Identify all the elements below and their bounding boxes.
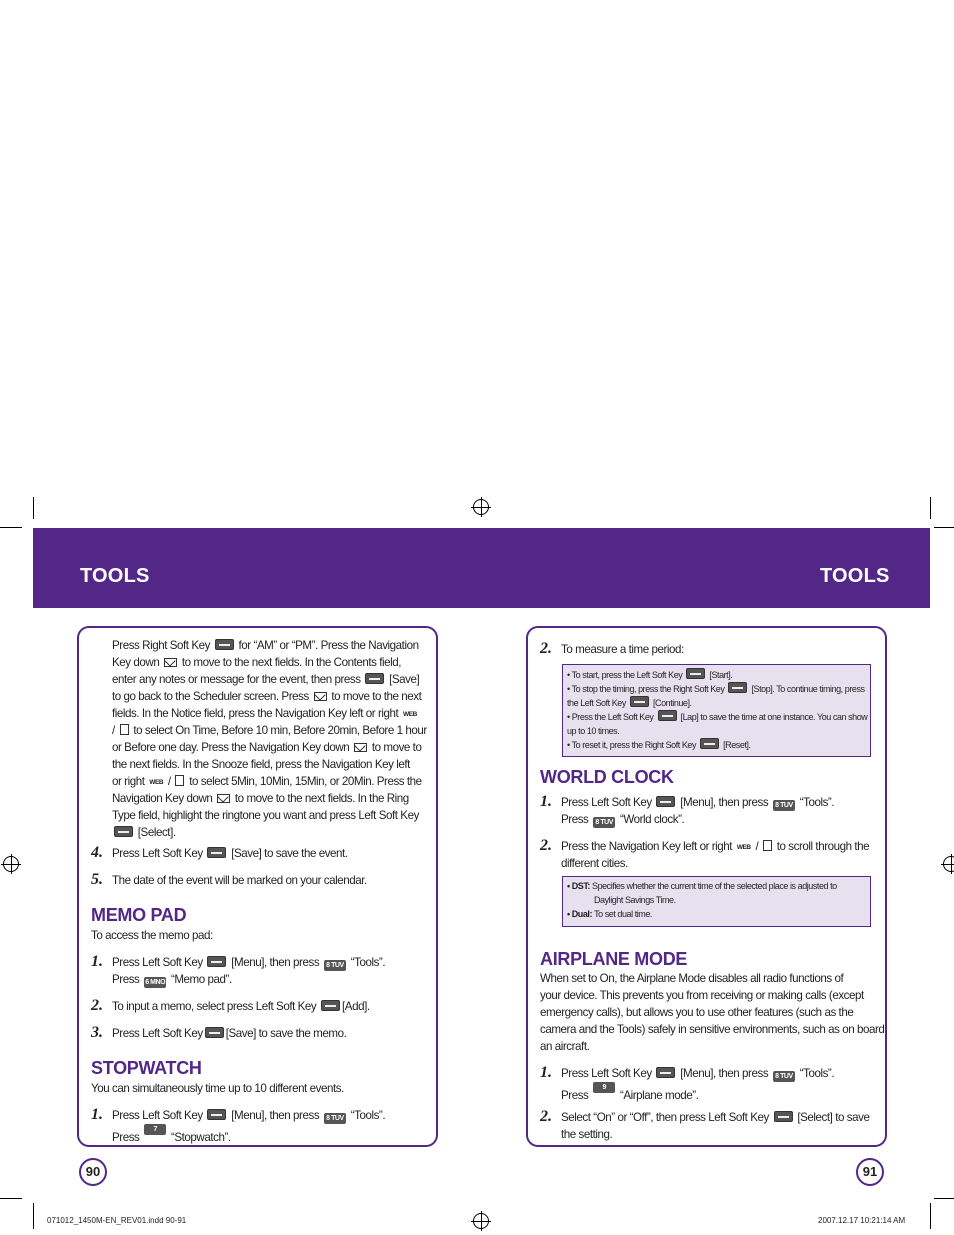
number-key-icon: 8 TUV xyxy=(593,817,615,828)
note-line: • To stop the timing, press the Right Soft Key [Stop]. To continue timing, press xyxy=(567,684,865,694)
note-label: • Dual: xyxy=(567,909,595,919)
step-number: 1. xyxy=(540,793,552,810)
soft-key-icon xyxy=(686,668,705,679)
step-number: 2. xyxy=(540,1108,552,1125)
soft-key-icon xyxy=(700,738,719,749)
step-text: Press Left Soft Key [Menu], then press 8 TUV “Tools”. xyxy=(112,956,386,969)
soft-key-icon xyxy=(656,796,675,807)
timestamp-slug: 2007.12.17 10:21:14 AM xyxy=(818,1216,906,1225)
step-text: Press 8 TUV “World clock”. xyxy=(561,813,685,826)
step-number: 3. xyxy=(91,1024,103,1041)
step-number: 1. xyxy=(540,1064,552,1081)
page-number-right: 91 xyxy=(856,1158,884,1186)
continuation-line: / to select On Time, Before 10 min, Before 20min, Before 1 hour xyxy=(112,724,427,737)
registration-mark-icon xyxy=(3,856,19,872)
continuation-line: Key down to move to the next fields. In the Contents field, xyxy=(112,656,402,669)
calendar-key-icon xyxy=(120,724,129,735)
registration-mark-icon xyxy=(473,1213,489,1229)
nav-down-envelope-icon xyxy=(314,692,327,701)
soft-key-icon xyxy=(656,1067,675,1078)
memo-pad-intro: To access the memo pad: xyxy=(91,929,213,942)
nav-down-envelope-icon xyxy=(164,658,177,667)
registration-mark-icon xyxy=(943,856,954,872)
continuation-line: enter any notes or message for the event, then press [Save] xyxy=(112,673,420,686)
web-key-icon: WEB xyxy=(403,711,417,718)
note-line: • Press the Left Soft Key [Lap] to save the time at one instance. You can show xyxy=(567,712,868,722)
crop-mark xyxy=(0,527,22,528)
continuation-line: to go back to the Scheduler screen. Press to move to the next xyxy=(112,690,422,703)
number-key-icon: 6 MNO xyxy=(145,979,166,986)
step-text: Press 6 MNO “Memo pad”. xyxy=(112,973,232,986)
memo-pad-heading: MEMO PAD xyxy=(91,905,187,925)
soft-key-icon xyxy=(321,1000,340,1011)
step-text: Press the Navigation Key left or right WEB / to scroll through the xyxy=(561,838,869,856)
number-key-icon: 8 TUV xyxy=(773,800,795,811)
step-text: Press Left Soft Key [Save] to save the memo. xyxy=(112,1027,347,1040)
number-key-icon: 7 PQRS xyxy=(146,1126,165,1144)
world-clock-heading: WORLD CLOCK xyxy=(540,767,674,787)
note-line: • DST: Specifies whether the current time of the selected place is adjusted to xyxy=(567,881,837,891)
continuation-line: the next fields. In the Snooze field, press the Navigation Key left xyxy=(112,758,410,771)
crop-mark xyxy=(934,527,954,528)
crop-mark xyxy=(930,497,931,519)
soft-key-icon xyxy=(658,710,677,721)
step-number: 1. xyxy=(91,953,103,970)
registration-mark-icon xyxy=(473,499,489,515)
step-text: The date of the event will be marked on your calendar. xyxy=(112,874,367,887)
number-key-icon: 8 TUV xyxy=(324,960,346,971)
right-page-title: TOOLS xyxy=(820,565,890,587)
step-text: Press Left Soft Key [Menu], then press 8 TUV “Tools”. xyxy=(561,796,835,809)
step-number: 2. xyxy=(540,640,552,657)
step-number: 2. xyxy=(91,997,103,1014)
nav-down-envelope-icon xyxy=(217,794,230,803)
step-number: 1. xyxy=(91,1106,103,1123)
step-number: 4. xyxy=(91,844,103,861)
number-key-icon: 8 TUV xyxy=(324,1113,346,1124)
stopwatch-intro: You can simultaneously time up to 10 different events. xyxy=(91,1082,344,1095)
soft-key-icon xyxy=(774,1111,793,1122)
step-number: 2. xyxy=(540,837,552,854)
crop-mark xyxy=(930,1203,931,1229)
note-line: • To reset it, press the Right Soft Key [Reset]. xyxy=(567,740,751,750)
soft-key-icon xyxy=(207,847,226,858)
note-line: Daylight Savings Time. xyxy=(594,895,676,905)
continuation-line: Press Right Soft Key for “AM” or “PM”. Press the Navigation xyxy=(112,639,419,652)
continuation-line: [Select]. xyxy=(112,824,176,841)
step-text: To measure a time period: xyxy=(561,643,684,656)
note-label: • DST: xyxy=(567,881,593,891)
airplane-mode-heading: AIRPLANE MODE xyxy=(540,949,688,969)
calendar-key-icon xyxy=(175,775,184,786)
crop-mark xyxy=(0,1198,22,1199)
crop-mark xyxy=(33,497,34,519)
file-slug: 071012_1450M-EN_REV01.indd 90-91 xyxy=(47,1216,187,1225)
step-text: Press 9 WXYZ “Airplane mode”. xyxy=(561,1084,699,1102)
number-key-icon: 8 TUV xyxy=(773,1071,795,1082)
note-line: • To start, press the Left Soft Key [Start]. xyxy=(567,670,733,680)
soft-key-icon xyxy=(207,1109,226,1120)
note-line: up to 10 times. xyxy=(567,726,620,736)
soft-key-icon xyxy=(215,639,234,650)
step-text: Press Left Soft Key [Save] to save the event. xyxy=(112,847,348,860)
intro-line: your device. This prevents you from receiving or making calls (except xyxy=(540,989,864,1002)
left-page-title: TOOLS xyxy=(80,565,150,587)
intro-line: When set to On, the Airplane Mode disables all radio functions of xyxy=(540,972,844,985)
step-text: To input a memo, select press Left Soft Key [Add]. xyxy=(112,1000,370,1013)
step-text: Press 7 PQRS “Stopwatch”. xyxy=(112,1126,231,1144)
nav-down-envelope-icon xyxy=(354,743,367,752)
page-number-left: 90 xyxy=(79,1158,107,1186)
soft-key-icon xyxy=(630,696,649,707)
step-text: Select “On” or “Off”, then press Left Soft Key [Select] to save xyxy=(561,1111,870,1124)
crop-mark xyxy=(934,1198,954,1199)
web-key-icon: WEB xyxy=(149,779,164,786)
soft-key-icon xyxy=(114,826,133,837)
soft-key-icon xyxy=(207,956,226,967)
soft-key-icon xyxy=(728,682,747,693)
soft-key-icon xyxy=(205,1027,224,1038)
step-text: different cities. xyxy=(561,857,628,870)
note-line: • Dual: To set dual time. xyxy=(567,909,652,919)
intro-line: an aircraft. xyxy=(540,1040,590,1053)
number-key-icon: 9 WXYZ xyxy=(594,1084,614,1102)
header-banner xyxy=(33,528,930,608)
step-number: 5. xyxy=(91,871,103,888)
crop-mark xyxy=(33,1203,34,1229)
calendar-key-icon xyxy=(763,840,772,851)
continuation-line: Navigation Key down to move to the next fields. In the Ring xyxy=(112,792,409,805)
step-text: the setting. xyxy=(561,1128,613,1141)
continuation-line: or right WEB / to select 5Min, 10Min, 15Min, or 20Min. Press the xyxy=(112,773,422,791)
continuation-line: fields. In the Notice field, press the Navigation Key left or right WEB xyxy=(112,705,419,723)
step-text: Press Left Soft Key [Menu], then press 8 TUV “Tools”. xyxy=(112,1109,386,1122)
continuation-line: or Before one day. Press the Navigation Key down to move to xyxy=(112,741,422,754)
intro-line: camera and the Tools) safely in sensitive environments, such as on board xyxy=(540,1023,885,1036)
step-text: Press Left Soft Key [Menu], then press 8 TUV “Tools”. xyxy=(561,1067,835,1080)
continuation-line: Type field, highlight the ringtone you want and press Left Soft Key xyxy=(112,809,419,822)
note-line: the Left Soft Key [Continue]. xyxy=(567,698,692,708)
stopwatch-heading: STOPWATCH xyxy=(91,1058,202,1078)
soft-key-icon xyxy=(365,673,384,684)
intro-line: emergency calls), but allows you to use other features (such as the xyxy=(540,1006,854,1019)
web-key-icon: WEB xyxy=(736,844,751,851)
